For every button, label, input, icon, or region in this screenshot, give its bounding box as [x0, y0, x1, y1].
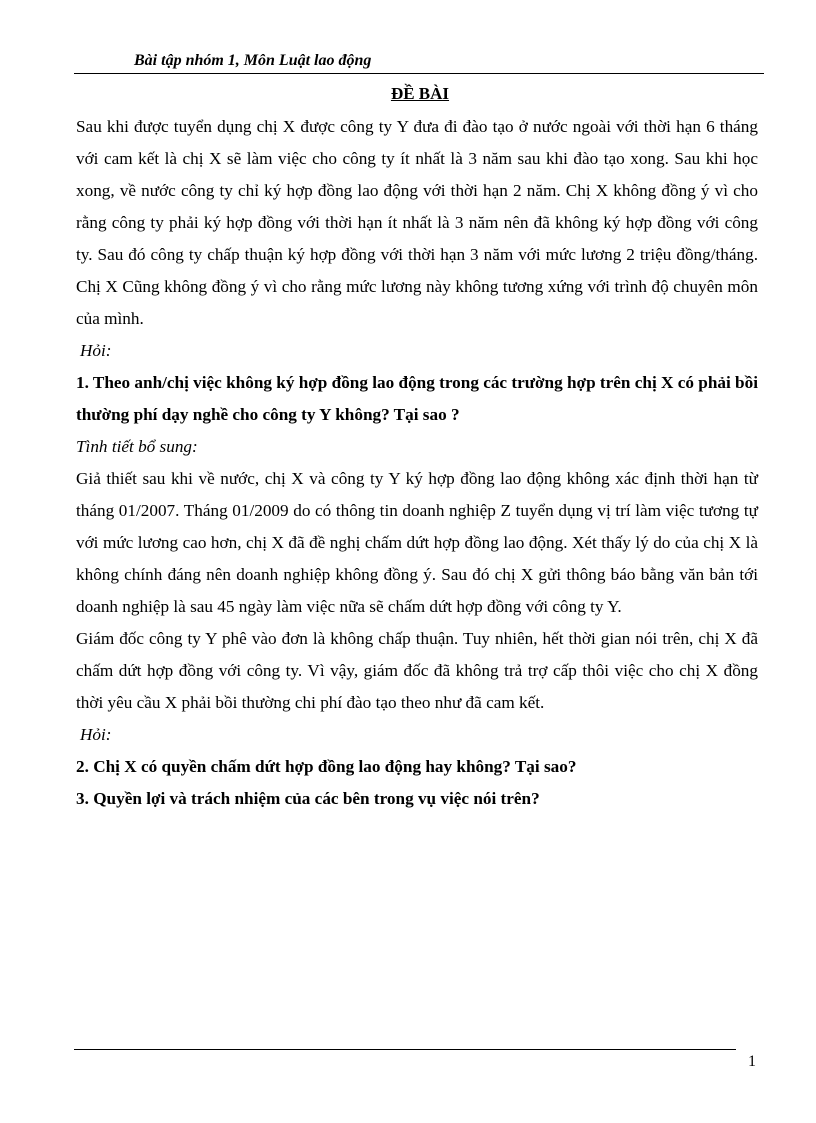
document-body	[76, 111, 758, 815]
page-header: Bài tập nhóm 1, Môn Luật lao động	[134, 52, 372, 69]
question-prompt-1: Hỏi:	[80, 341, 112, 360]
additional-facts-label: Tình tiết bổ sung:	[76, 437, 198, 456]
question-prompt-2: Hỏi:	[80, 725, 112, 744]
question-2: 2. Chị X có quyền chấm dứt hợp đồng lao động hay không? Tại sao?	[76, 757, 577, 776]
question-3: 3. Quyền lợi và trách nhiệm của các bên trong vụ việc nói trên?	[76, 789, 540, 808]
page-number: 1	[748, 1053, 756, 1070]
question-1: 1. Theo anh/chị việc không ký hợp đồng lao động trong các trường hợp trên chị X có phải bồi thường phí dạy nghề cho công ty Y không? Tại sao ?	[76, 373, 758, 424]
footer-divider	[74, 1049, 736, 1050]
additional-facts-paragraph-2: Giám đốc công ty Y phê vào đơn là không chấp thuận. Tuy nhiên, hết thời gian nói trên, chị X đã chấm dứt hợp đồng với công ty. Vì vậy, giám đốc đã không trả trợ cấp thôi việc cho chị X đồng thời yêu cầu X phải bồi thường chi phí đào tạo theo như đã cam kết.	[76, 629, 758, 712]
intro-paragraph: Sau khi được tuyển dụng chị X được công ty Y đưa đi đào tạo ở nước ngoài với thời hạn 6 tháng với cam kết là chị X sẽ làm việc cho công ty ít nhất là 3 năm sau khi đào tạo xong. Sau khi học xong, về nước công ty chỉ ký hợp đồng lao động với thời hạn 2 năm. Chị X không đồng ý vì cho rằng công ty phải ký hợp đồng với thời hạn ít nhất là 3 năm nên đã không ký hợp đồng với công ty. Sau đó công ty chấp thuận ký hợp đồng với thời hạn 3 năm với mức lương 2 triệu đồng/tháng. Chị X Cũng không đồng ý vì cho rằng mức lương này không tương xứng với trình độ chuyên môn của mình.	[76, 117, 758, 328]
document-title: ĐỀ BÀI	[390, 84, 450, 103]
header-divider	[74, 73, 764, 74]
additional-facts-paragraph-1: Giả thiết sau khi về nước, chị X và công ty Y ký hợp đồng lao động không xác định thời hạn từ tháng 01/2007. Tháng 01/2009 do có thông tin doanh nghiệp Z tuyển dụng vị trí làm việc tương tự với mức lương cao hơn, chị X đã đề nghị chấm dứt hợp đồng lao động. Xét thấy lý do của chị X là không chính đáng nên doanh nghiệp không đồng ý. Sau đó chị X gửi thông báo bằng văn bản tới doanh nghiệp là sau 45 ngày làm việc nữa sẽ chấm dứt hợp đồng với công ty Y.	[76, 469, 758, 616]
